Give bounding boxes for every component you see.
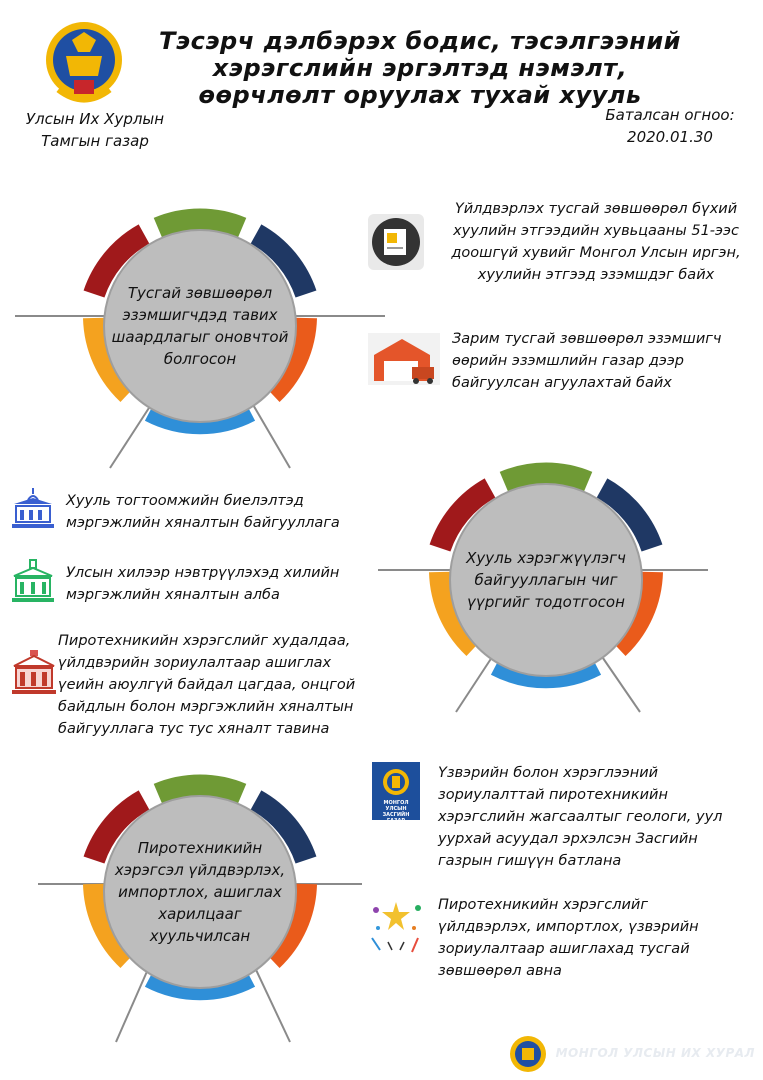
fireworks-icon: [366, 898, 426, 956]
government-building-blue-icon: [10, 486, 56, 530]
hub-2: [426, 460, 666, 700]
state-emblem: [44, 20, 124, 106]
hub-label: Пиротехникийн хэрэгсэл үйлдвэрлэх, импортлох, ашиглах харилцааг хуульчилсан: [114, 839, 286, 945]
section3-item1: Үзвэрийн болон хэрэглээний зориулалттай пиротехникийн хэрэгслийн жагсаалтыг геологи, уул уурхай асуудал эрхэлсэн Засгийн газрын гишүүн батлана: [438, 765, 723, 869]
section3-item2: Пиротехникийн хэрэгслийг үйлдвэрлэх, импортлох, үзвэрийн зориулалтаар ашиглахад тусгай зөвшөөрөл авна: [438, 897, 699, 979]
hub-1: [80, 206, 320, 446]
gov-logo-text: МОНГОЛ УЛСЫН ЗАСГИЙН ГАЗАР: [382, 800, 410, 824]
section1-item2: Зарим тусгай зөвшөөрөл эзэмшигч өөрийн эзэмшлийн газар дээр байгуулсан агуулахтай байх: [452, 331, 722, 391]
hub-label: Хууль хэрэгжүүлэгч байгууллагын чиг үүргийг тодотгосон: [466, 549, 626, 611]
section2-item3: Пиротехникийн хэрэгслийг худалдаа, үйлдвэрийн зориулалтаар ашиглах үеийн аюулгүй байдал цагдаа, онцгой байдлын болон мэргэжлийн хяналтын байгууллага тус тус хяналт тавина: [58, 633, 356, 737]
organization-name: Улсын Их Хурлын Тамгын газар: [25, 110, 165, 150]
document-icon: [366, 212, 426, 272]
footer-banner: [0, 1030, 763, 1080]
page-title: Тэсэрч дэлбэрэх бодис, тэсэлгээний хэрэгслийн эргэлтэд нэмэлт, өөрчлөлт оруулах тухай хууль: [159, 27, 681, 109]
approval-date: Баталсан огноо: 2020.01.30: [605, 106, 735, 146]
government-building-green-icon: [10, 558, 56, 604]
section2-item1: Хууль тогтоомжийн биелэлтэд мэргэжлийн хяналтын байгууллага: [66, 493, 340, 531]
hub-3: [80, 772, 320, 1012]
footer-text: МОНГОЛ УЛСЫН ИХ ХУРАЛ: [555, 1046, 755, 1060]
government-logo: [372, 762, 420, 824]
government-building-red-icon: [10, 648, 58, 696]
section1-item1: Үйлдвэрлэх тусгай зөвшөөрөл бүхий хуулийн этгээдийн хувьцааны 51-ээс доошгүй хувийг Монгол Улсын иргэн, хуулийн этгээд эзэмшдэг байх: [451, 201, 741, 283]
section2-item2: Улсын хилээр нэвтрүүлэхэд хилийн мэргэжлийн хяналтын алба: [66, 565, 340, 603]
warehouse-icon: [368, 333, 440, 385]
hub-label: Тусгай зөвшөөрөл эзэмшигчдэд тавих шаардлагыг оновчтой болгосон: [111, 284, 289, 368]
